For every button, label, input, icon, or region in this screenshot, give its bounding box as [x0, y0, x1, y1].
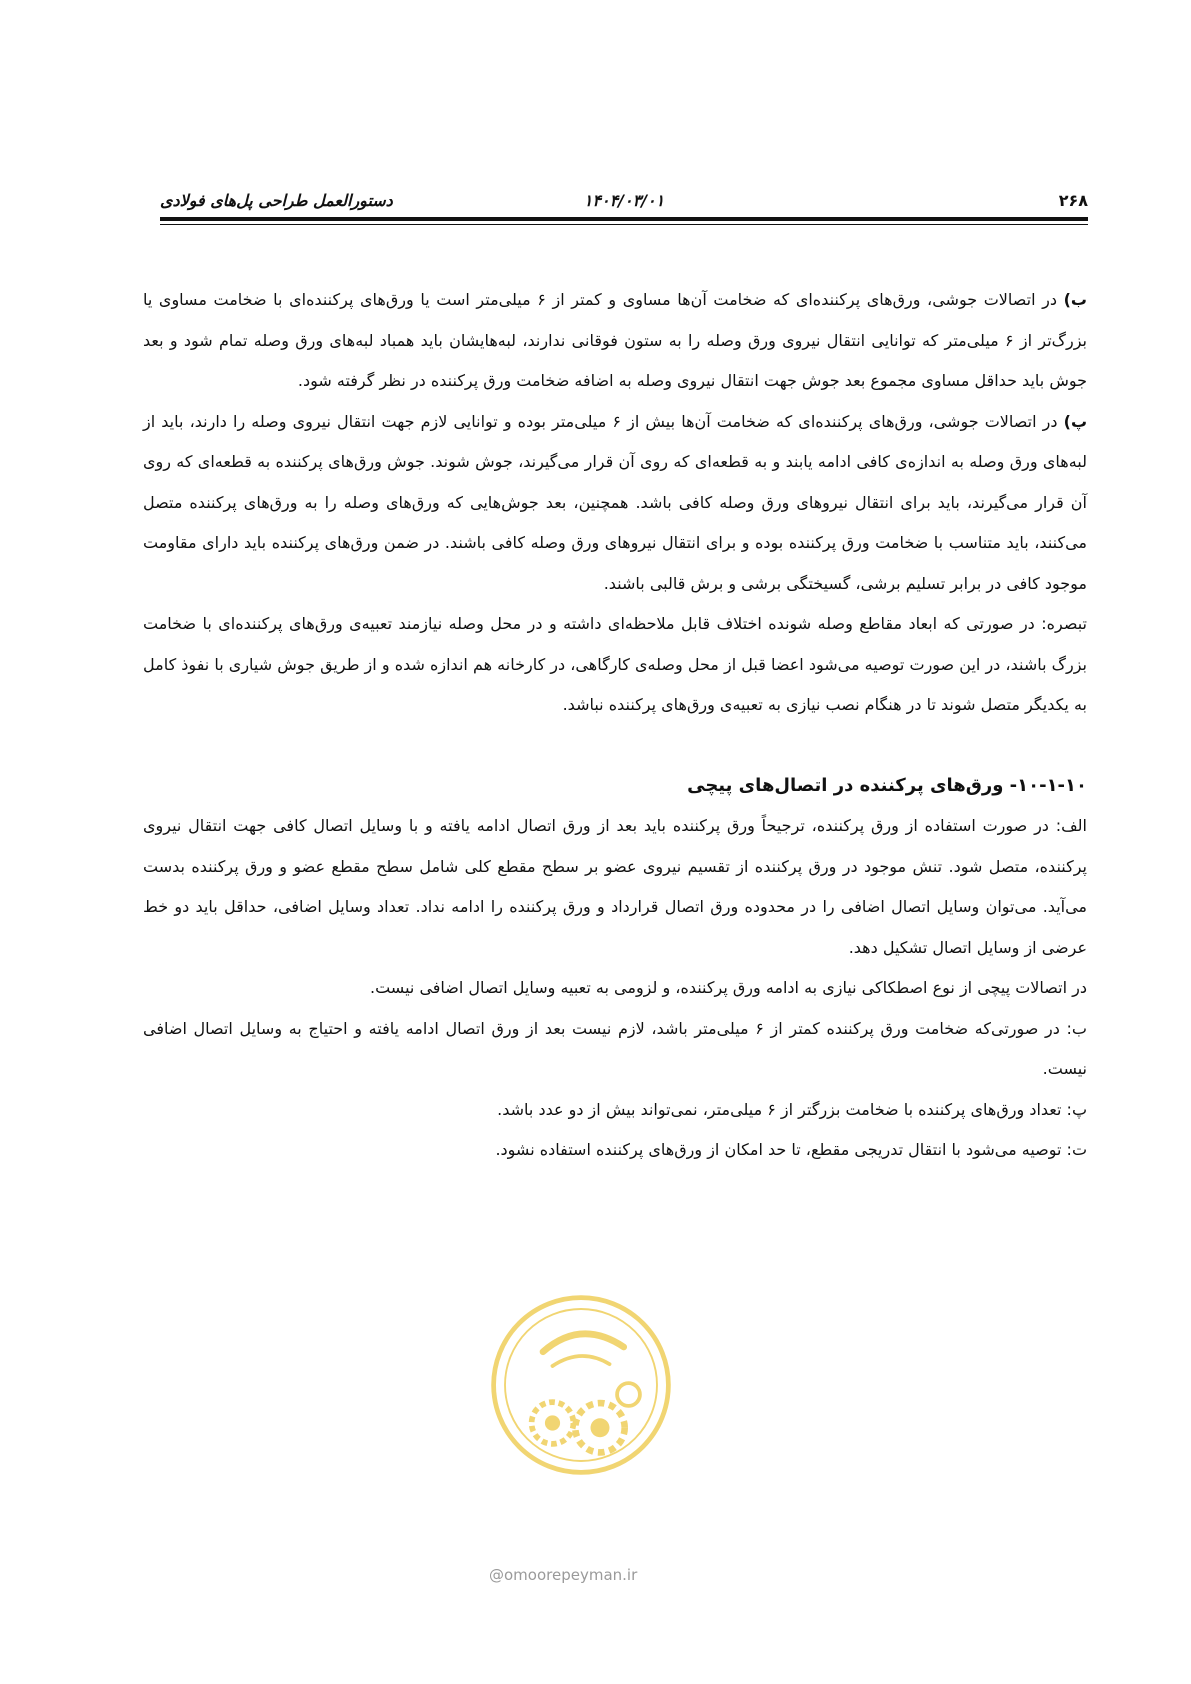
paragraph-text: تبصره: در صورتی که ابعاد مقاطع وصله شونده اختلاف قابل ملاحظه‌ای داشته و در محل وصله نیازمند تعبیه‌ی ورق‌های پرکننده‌ای با ضخامت بزرگ باشند، در این صورت توصیه می‌شود اعضا قبل از محل وصله‌ی کارگاهی، در کارخانه هم اندازه شده و از طریق جوش شیاری با نفوذ کامل به یکدیگر متصل شوند تا در هنگام نصب نیازی به تعبیه‌ی ورق‌های پرکننده نباشد. [143, 614, 1087, 714]
paragraph-text: در اتصالات جوشی، ورق‌های پرکننده‌ای که ضخامت آن‌ها مساوی و کمتر از ۶ میلی‌متر است یا ورق‌های پرکننده‌ای با ضخامت مساوی یا بزرگ‌تر از ۶ میلی‌متر که توانایی انتقال نیروی ورق وصله را به ستون فوقانی ندارند، لبه‌هایشان باید همباد لبه‌های ورق وصله تمام شود و بعد جوش باید حداقل مساوی مجموع بعد جوش جهت انتقال نیروی وصله به اضافه ضخامت ورق پرکننده در نظر گرفته شود. [143, 290, 1088, 390]
paragraph-p [143, 402, 1087, 605]
section-heading: ۱۰-۱-۱۰- ورق‌های پرکننده در اتصال‌های پیچی [687, 774, 1087, 796]
section-gap [143, 726, 1087, 766]
paragraph-be: ب: در صورتی‌که ضخامت ورق پرکننده کمتر از ۶ میلی‌متر باشد، لازم نیست بعد از ورق اتصال ادامه یافته و احتیاج به وسایل اتصال اضافی نیست. [143, 1018, 1087, 1078]
paragraph-pe: پ: تعداد ورق‌های پرکننده با ضخامت بزرگتر از ۶ میلی‌متر، نمی‌تواند بیش از دو عدد باشد. [497, 1099, 1087, 1119]
watermark-logo [486, 1290, 676, 1480]
header-rule-thin [160, 224, 1088, 225]
page-header [160, 187, 1088, 217]
header-rule-thick [160, 217, 1088, 221]
header-date: ۱۴۰۴/۰۳/۰۱ [583, 191, 665, 210]
paragraph-label: پ) [1063, 411, 1088, 431]
paragraph-friction: در اتصالات پیچی از نوع اصطکاکی نیازی به ادامه ورق پرکننده، و لزومی به تعبیه وسایل اتصال اضافی نیست. [370, 978, 1087, 997]
paragraph-b [143, 280, 1087, 402]
page-number: ۲۶۸ [1058, 191, 1088, 210]
paragraph-text: در اتصالات جوشی، ورق‌های پرکننده‌ای که ضخامت آن‌ها بیش از ۶ میلی‌متر بوده و توانایی لازم جهت انتقال نیروی وصله را دارند، باید از لبه‌های ورق وصله به اندازه‌ی کافی ادامه یابند و به قطعه‌ای که روی آن قرار می‌گیرند، جوش شوند. جوش ورق‌های پرکننده به قطعه‌ای که روی آن قرار می‌گیرند، باید برای انتقال نیروهای ورق وصله کافی باشد. همچنین، بعد جوش‌هایی که ورق‌های وصله را به ورق‌های پرکننده متصل می‌کنند، باید متناسب با ضخامت ورق پرکننده بوده و برای انتقال نیروهای ورق وصله کافی باشند. در ضمن ورق‌های پرکننده باید دارای مقاومت موجود کافی در برابر تسلیم برشی، گسیختگی برشی و برش قالبی باشند. [143, 411, 1087, 593]
paragraph-te: ت: توصیه می‌شود با انتقال تدریجی مقطع، تا حد امکان از ورق‌های پرکننده استفاده نشود. [495, 1140, 1087, 1159]
watermark-site: @omoorepeyman.ir [489, 1566, 638, 1584]
page-body [143, 280, 1087, 1171]
paragraph-alef: الف: در صورت استفاده از ورق پرکننده، ترجیحاً ورق پرکننده باید بعد از ورق اتصال ادامه یافته و با وسایل اتصال کافی جهت انتقال نیروی پرکننده، متصل شود. تنش موجود در ورق پرکننده از تقسیم نیروی عضو بر سطح مقطع کلی شامل سطح مقطع عضو و ورق پرکننده بدست می‌آید. می‌توان وسایل اتصال اضافی را در محدوده ورق اتصال قرارداد و ورق پرکننده را ادامه نداد. تعداد وسایل اضافی، حداقل باید دو خط عرضی از وسایل اتصال تشکیل دهد. [143, 816, 1087, 957]
note-paragraph [143, 604, 1087, 726]
header-title: دستورالعمل طراحی پل‌های فولادی [160, 191, 393, 210]
paragraph-label: ب) [1063, 290, 1087, 309]
